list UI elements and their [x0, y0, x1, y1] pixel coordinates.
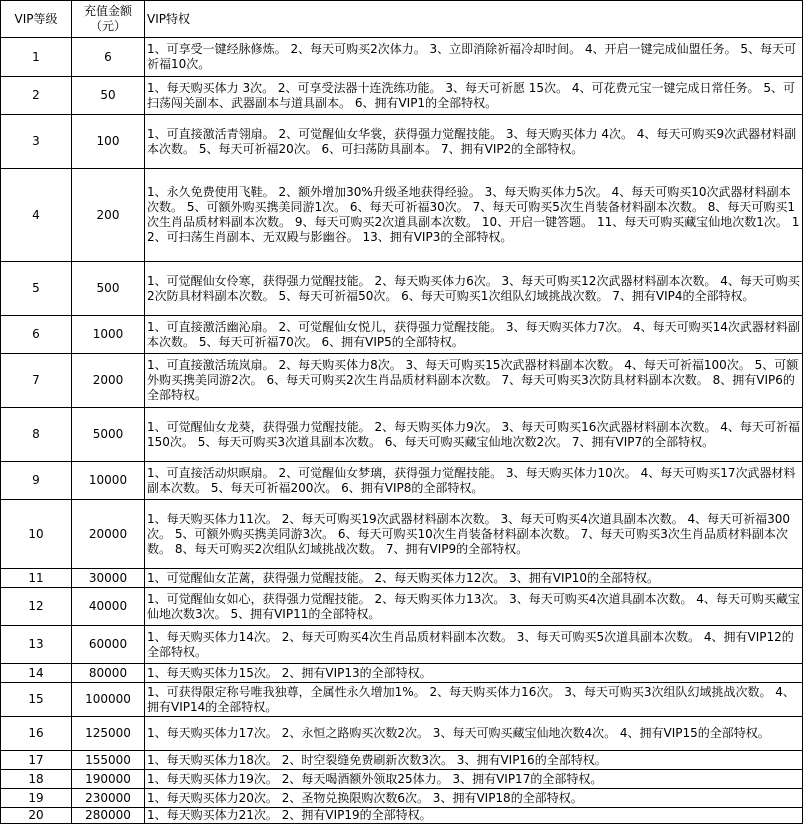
privilege-cell: 1、可觉醒仙女如心，获得强力觉醒技能。 2、每天购买体力13次。 3、每天可购买4次道具副本次数。 4、每天可购买藏宝仙地次数3次。 5、拥有VIP11的全部特权。 [145, 588, 803, 626]
recharge-amount-cell: 230000 [72, 789, 145, 808]
privilege-cell: 1、可直接激活幽沁扇。 2、可觉醒仙女悦儿，获得强力觉醒技能。 3、每天购买体力7次。 4、每天可购买14次武器材料副本次数。 5、每天可祈福70次。 6、拥有VIP5的全部特权。 [145, 316, 803, 354]
vip-level-cell: 20 [1, 808, 72, 824]
vip-level-cell: 6 [1, 316, 72, 354]
recharge-amount-cell: 280000 [72, 808, 145, 824]
table-row [1, 626, 803, 664]
privilege-cell: 1、永久免费使用飞鞋。 2、额外增加30%升级圣地获得经验。 3、每天购买体力5次。 4、每天可购买10次武器材料副本次数。 5、可额外购买携美同游1次。 6、每天可祈福30次。 7、每天可购买5次生肖装备材料副本次数。 8、每天可购买1次生肖品质材料副本次数。 9、每天可购买2次道具副本次数。 10、开启一键答题。 11、每天可购买藏宝仙地次数1次。 12、可扫荡生肖副本、无双殿与影幽谷。 13、拥有VIP3的全部特权。 [145, 169, 803, 262]
vip-level-cell: 19 [1, 789, 72, 808]
vip-level-cell: 18 [1, 770, 72, 789]
recharge-amount-cell: 190000 [72, 770, 145, 789]
vip-level-cell: 2 [1, 77, 72, 115]
recharge-amount-cell: 30000 [72, 569, 145, 588]
recharge-amount-cell: 125000 [72, 717, 145, 751]
vip-level-cell: 16 [1, 717, 72, 751]
table-row [1, 789, 803, 808]
recharge-amount-cell: 6 [72, 38, 145, 77]
table-row [1, 462, 803, 500]
table-row [1, 751, 803, 770]
table-row [1, 115, 803, 169]
table-row [1, 262, 803, 316]
recharge-amount-cell: 2000 [72, 354, 145, 408]
privilege-cell: 1、每天购买体力17次。 2、永恒之路购买次数2次。 3、每天可购买藏宝仙地次数4次。 4、拥有VIP15的全部特权。 [145, 717, 803, 751]
vip-level-cell: 10 [1, 500, 72, 569]
recharge-amount-cell: 40000 [72, 588, 145, 626]
recharge-amount-cell: 100 [72, 115, 145, 169]
recharge-amount-cell: 500 [72, 262, 145, 316]
recharge-amount-cell: 80000 [72, 664, 145, 683]
recharge-amount-cell: 1000 [72, 316, 145, 354]
vip-level-cell: 1 [1, 38, 72, 77]
privilege-cell: 1、每天购买体力 3次。 2、可享受法器十连洗练功能。 3、每天可祈愿 15次。 4、可花费元宝一键完成日常任务。 5、可扫荡闯关副本、武器副本与道具副本。 6、拥有VIP1的全部特权。 [145, 77, 803, 115]
header-level: VIP等级 [1, 1, 72, 38]
recharge-amount-cell: 10000 [72, 462, 145, 500]
vip-level-cell: 13 [1, 626, 72, 664]
vip-level-cell: 17 [1, 751, 72, 770]
table-row [1, 569, 803, 588]
privilege-cell: 1、每天购买体力21次。 2、拥有VIP19的全部特权。 [145, 808, 803, 824]
privilege-cell: 1、每天购买体力18次。 2、时空裂缝免费刷新次数3次。 3、拥有VIP16的全部特权。 [145, 751, 803, 770]
privilege-cell: 1、每天购买体力20次。 2、圣物兑换限购次数6次。 3、拥有VIP18的全部特权。 [145, 789, 803, 808]
vip-level-cell: 14 [1, 664, 72, 683]
privilege-cell: 1、可觉醒仙女龙葵，获得强力觉醒技能。 2、每天购买体力9次。 3、每天可购买16次武器材料副本次数。 4、每天可祈福150次。 5、每天可购买3次道具副本次数。 6、每天可购买藏宝仙地次数2次。 7、拥有VIP7的全部特权。 [145, 408, 803, 462]
vip-level-cell: 11 [1, 569, 72, 588]
privilege-cell: 1、每天购买体力15次。 2、拥有VIP13的全部特权。 [145, 664, 803, 683]
privilege-cell: 1、可觉醒仙女芷蓠，获得强力觉醒技能。 2、每天购买体力12次。 3、拥有VIP10的全部特权。 [145, 569, 803, 588]
vip-level-cell: 8 [1, 408, 72, 462]
table-body [1, 38, 803, 824]
vip-level-cell: 15 [1, 683, 72, 717]
vip-level-cell: 5 [1, 262, 72, 316]
table-row [1, 169, 803, 262]
privilege-cell: 1、每天购买体力14次。 2、每天可购买4次生肖品质材料副本次数。 3、每天可购买5次道具副本次数。 4、拥有VIP12的全部特权。 [145, 626, 803, 664]
table-row [1, 683, 803, 717]
privilege-cell: 1、可直接活动炽暝扇。 2、可觉醒仙女梦璃，获得强力觉醒技能。 3、每天购买体力10次。 4、每天可购买17次武器材料副本次数。 5、每天可祈福200次。 6、拥有VIP8的全部特权。 [145, 462, 803, 500]
privilege-cell: 1、每天购买体力19次。 2、每天喝酒额外领取25体力。 3、拥有VIP17的全部特权。 [145, 770, 803, 789]
recharge-amount-cell: 200 [72, 169, 145, 262]
recharge-amount-cell: 60000 [72, 626, 145, 664]
table-row [1, 808, 803, 824]
header-row [1, 1, 803, 38]
header-privilege: VIP特权 [145, 1, 803, 38]
table-row [1, 38, 803, 77]
table-row [1, 408, 803, 462]
table-row [1, 588, 803, 626]
header-amount: 充值金额（元） [72, 1, 145, 38]
vip-level-cell: 12 [1, 588, 72, 626]
table-row [1, 717, 803, 751]
privilege-cell: 1、可直接激活琉岚扇。 2、每天购买体力8次。 3、每天可购买15次武器材料副本次数。 4、每天可祈福100次。 5、可额外购买携美同游2次。 6、每天可购买2次生肖品质材料副本次数。 7、每天可购买3次防具材料副本次数。 8、拥有VIP6的全部特权。 [145, 354, 803, 408]
table-row [1, 77, 803, 115]
recharge-amount-cell: 5000 [72, 408, 145, 462]
privilege-cell: 1、可觉醒仙女伶寒，获得强力觉醒技能。 2、每天购买体力6次。 3、每天可购买12次武器材料副本次数。 4、每天可购买2次防具材料副本次数。 5、每天可祈福50次。 6、每天可购买1次组队幻域挑战次数。 7、拥有VIP4的全部特权。 [145, 262, 803, 316]
vip-level-cell: 7 [1, 354, 72, 408]
recharge-amount-cell: 20000 [72, 500, 145, 569]
table-row [1, 316, 803, 354]
table-row [1, 770, 803, 789]
recharge-amount-cell: 50 [72, 77, 145, 115]
table-row [1, 500, 803, 569]
recharge-amount-cell: 100000 [72, 683, 145, 717]
privilege-cell: 1、每天购买体力11次。 2、每天可购买19次武器材料副本次数。 3、每天可购买4次道具副本次数。 4、每天可祈福300次。 5、可额外购买携美同游3次。 6、每天可购买10次生肖装备材料副本次数。 7、每天可购买3次生肖品质材料副本次数。 8、每天可购买2次组队幻域挑战次数。 7、拥有VIP9的全部特权。 [145, 500, 803, 569]
privilege-cell: 1、可获得限定称号唯我独尊，全属性永久增加1%。 2、每天购买体力16次。 3、每天可购买3次组队幻域挑战次数。 4、拥有VIP14的全部特权。 [145, 683, 803, 717]
privilege-cell: 1、可直接激活青翎扇。 2、可觉醒仙女华裳，获得强力觉醒技能。 3、每天购买体力 4次。 4、每天可购买9次武器材料副本次数。 5、每天可祈福20次。 6、可扫荡防具副本。 7、拥有VIP2的全部特权。 [145, 115, 803, 169]
privilege-cell: 1、可享受一键经脉修炼。 2、每天可购买2次体力。 3、立即消除祈福冷却时间。 4、开启一键完成仙盟任务。 5、每天可祈福10次。 [145, 38, 803, 77]
vip-level-cell: 4 [1, 169, 72, 262]
vip-level-cell: 3 [1, 115, 72, 169]
vip-level-cell: 9 [1, 462, 72, 500]
table-row [1, 664, 803, 683]
table-row [1, 354, 803, 408]
recharge-amount-cell: 155000 [72, 751, 145, 770]
